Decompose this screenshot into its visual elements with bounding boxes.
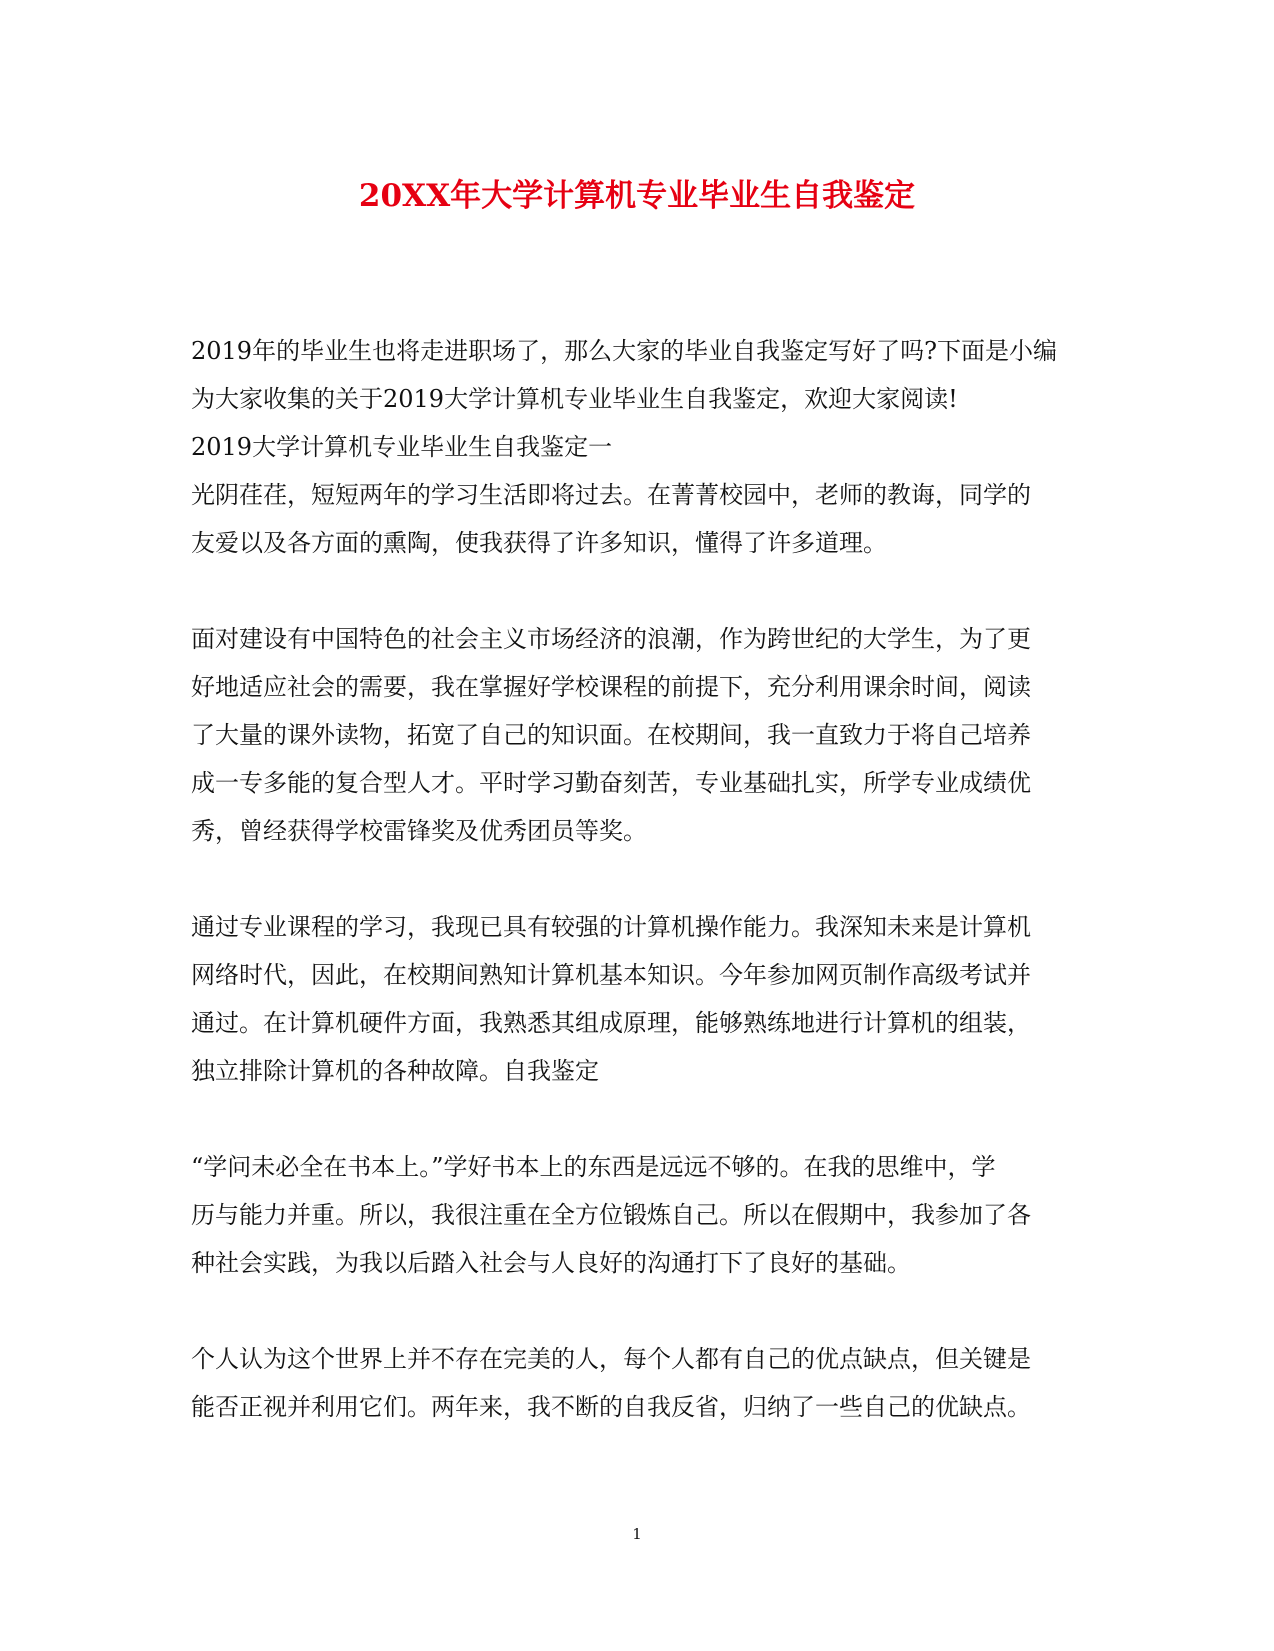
paragraph — [191, 1143, 1091, 1287]
text-line: 独立排除计算机的各种故障。自我鉴定 — [191, 1057, 599, 1085]
paragraph-gap — [191, 1095, 1091, 1143]
text-line: 光阴荏荏，短短两年的学习生活即将过去。在菁菁校园中，老师的教诲，同学的 — [191, 481, 1031, 509]
text-line: 个人认为这个世界上并不存在完美的人，每个人都有自己的优点缺点，但关键是 — [191, 1345, 1031, 1373]
text-line: 种社会实践，为我以后踏入社会与人良好的沟通打下了良好的基础。 — [191, 1249, 911, 1277]
paragraph — [191, 1335, 1091, 1431]
text-line: 历与能力并重。所以，我很注重在全方位锻炼自己。所以在假期中，我参加了各 — [191, 1201, 1031, 1229]
text-line: 友爱以及各方面的熏陶，使我获得了许多知识，懂得了许多道理。 — [191, 529, 887, 557]
paragraph-gap — [191, 1287, 1091, 1335]
text-line: 好地适应社会的需要，我在掌握好学校课程的前提下，充分利用课余时间，阅读 — [191, 673, 1031, 701]
text-line: 秀，曾经获得学校雷锋奖及优秀团员等奖。 — [191, 817, 647, 845]
text-line: 面对建设有中国特色的社会主义市场经济的浪潮，作为跨世纪的大学生，为了更 — [191, 625, 1031, 653]
document-body — [191, 327, 1091, 1431]
text-line: 成一专多能的复合型人才。平时学习勤奋刻苦，专业基础扎实，所学专业成绩优 — [191, 769, 1031, 797]
text-line: 通过专业课程的学习，我现已具有较强的计算机操作能力。我深知未来是计算机 — [191, 913, 1031, 941]
text-line: 网络时代，因此，在校期间熟知计算机基本知识。今年参加网页制作高级考试并 — [191, 961, 1031, 989]
text-line: 2019年的毕业生也将走进职场了，那么大家的毕业自我鉴定写好了吗?下面是小编 — [191, 337, 1057, 365]
text-line: 为大家收集的关于2019大学计算机专业毕业生自我鉴定，欢迎大家阅读! — [191, 385, 958, 413]
text-line: 能否正视并利用它们。两年来，我不断的自我反省，归纳了一些自己的优缺点。 — [191, 1393, 1031, 1421]
document-title: 20XX年大学计算机专业毕业生自我鉴定 — [358, 178, 916, 214]
paragraph — [191, 615, 1091, 855]
page-number: 1 — [632, 1525, 642, 1543]
paragraph — [191, 903, 1091, 1095]
text-line: 了大量的课外读物，拓宽了自己的知识面。在校期间，我一直致力于将自己培养 — [191, 721, 1031, 749]
paragraph — [191, 327, 1091, 567]
paragraph-gap — [191, 855, 1091, 903]
text-line: “学问未必全在书本上。”学好书本上的东西是远远不够的。在我的思维中，学 — [191, 1153, 996, 1181]
paragraph-gap — [191, 567, 1091, 615]
text-line: 通过。在计算机硬件方面，我熟悉其组成原理，能够熟练地进行计算机的组装， — [191, 1009, 1031, 1037]
text-line: 2019大学计算机专业毕业生自我鉴定一 — [191, 433, 613, 461]
